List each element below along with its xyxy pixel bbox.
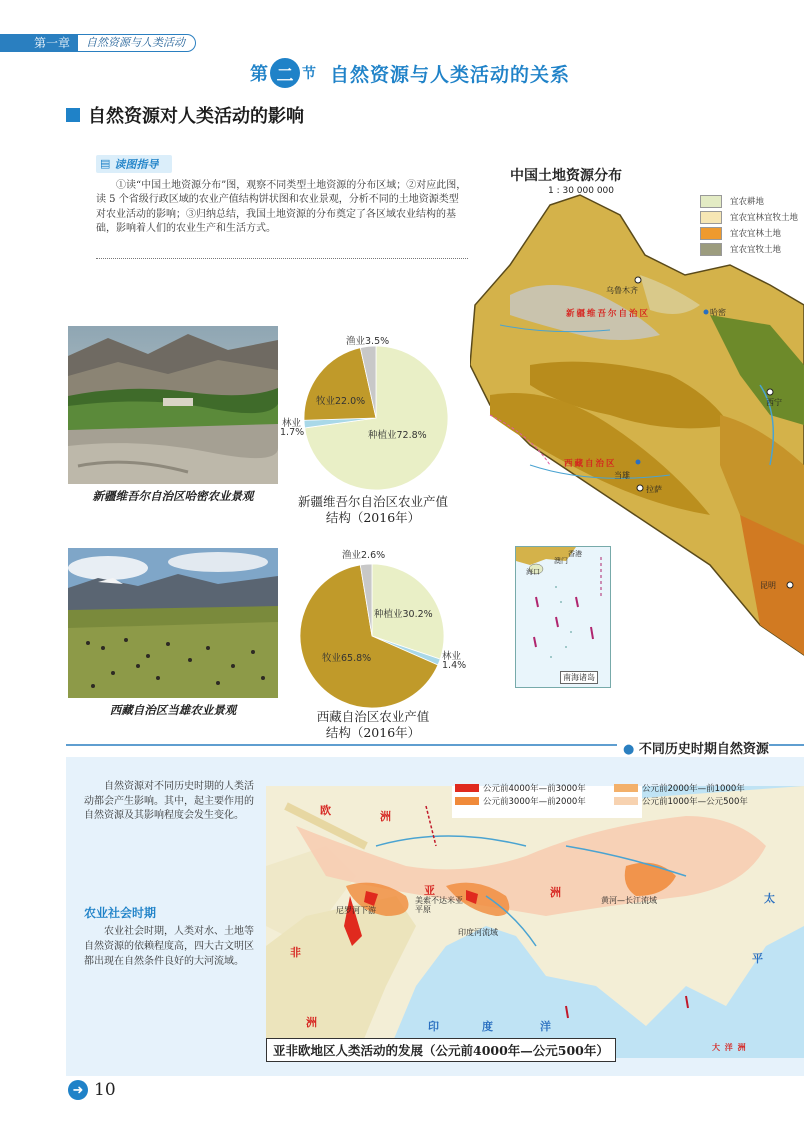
- inset-label-hk: 香港: [568, 550, 582, 558]
- hami-photo-caption: 新疆维吾尔自治区哈密农业景观: [92, 489, 254, 503]
- hist-label-nile: 尼罗河下游: [336, 906, 376, 915]
- inset-label-macau: 澳门: [554, 557, 568, 565]
- hist-label-africa2: 洲: [306, 1016, 319, 1029]
- pie2-label-forest: 林业: [442, 651, 462, 662]
- hist-label-oceania: 大 洋 洲: [712, 1043, 747, 1052]
- hist-label-pacific2: 平: [752, 952, 765, 965]
- bullet-dot-icon: ●: [623, 742, 635, 757]
- dangxiong-photo-caption: 西藏自治区当雄农业景观: [109, 703, 237, 717]
- section-main-title: 自然资源与人类活动的关系: [330, 63, 571, 86]
- pie1-title-line2: 结构（2016年）: [325, 510, 421, 525]
- pie2-label-forest-value: 1.4%: [442, 660, 467, 671]
- section-title: [250, 56, 570, 90]
- hist-legend-item: [614, 795, 748, 807]
- hami-photo: [68, 326, 278, 484]
- pie2-title-line2: 结构（2016年）: [325, 725, 421, 740]
- legend-label: 宜农耕地: [730, 197, 765, 207]
- pie1-label-forest: 林业: [282, 418, 302, 429]
- history-map-caption: 亚非欧地区人类活动的发展（公元前4000年—公元500年）: [266, 1038, 616, 1062]
- chapter-name: 自然资源与人类活动: [78, 34, 196, 52]
- hist-legend-swatch: [614, 797, 638, 805]
- pie2-title-line1: 西藏自治区农业产值: [316, 709, 430, 724]
- hist-legend-swatch: [614, 784, 638, 792]
- hist-label-indian1: 印: [428, 1020, 441, 1033]
- guide-tag: [96, 155, 172, 173]
- map-scale: 1 : 30 000 000: [548, 186, 615, 196]
- history-map: [266, 786, 804, 1058]
- section-suffix: 节: [302, 66, 316, 82]
- pie2-label-crop: 种植业30.2%: [374, 609, 433, 620]
- hist-legend-swatch: [455, 797, 479, 805]
- legend-label: 宜农宜牧土地: [730, 245, 782, 255]
- pie1-label-crop: 种植业72.8%: [368, 430, 427, 441]
- pie1-label-fish: 渔业3.5%: [346, 336, 390, 347]
- inset-title: 南海诸岛: [560, 671, 598, 684]
- hist-label-indian3: 洋: [540, 1020, 553, 1033]
- inset-label-hainan: 海口: [526, 568, 540, 576]
- hist-legend-item: [455, 782, 586, 794]
- history-intro: 自然资源对不同历史时期的人类活动都会产生影响。其中，起主要作用的自然资源及其影响程度会发生变化。: [84, 781, 254, 821]
- south-china-sea-inset: [515, 546, 611, 688]
- map-title: 中国土地资源分布: [510, 168, 622, 184]
- map-label-xinjiang: 新疆维吾尔自治区: [566, 309, 651, 319]
- legend-swatch: [700, 211, 722, 224]
- guide-divider: [96, 258, 468, 259]
- legend-swatch: [700, 227, 722, 240]
- legend-swatch: [700, 243, 722, 256]
- map-label-dangxiong: 当雄: [614, 471, 630, 480]
- pie1-label-forest-value: 1.7%: [280, 427, 305, 438]
- map-label-tibet: 西藏自治区: [564, 459, 617, 469]
- hist-label-europe2: 洲: [380, 810, 393, 823]
- hist-label-africa1: 非: [290, 946, 303, 959]
- hist-label-europe1: 欧: [320, 804, 333, 817]
- subsection-heading: [66, 102, 304, 128]
- subsection-heading-text: 自然资源对人类活动的影响: [88, 106, 304, 127]
- page-number: [68, 1080, 116, 1100]
- hist-legend-swatch: [455, 784, 479, 792]
- pie1-label-animal: 牧业22.0%: [316, 396, 366, 407]
- hist-legend-label: 公元前4000年—前3000年: [483, 784, 586, 794]
- legend-item: [700, 193, 798, 209]
- section-prefix: 第: [250, 64, 268, 85]
- chapter-number: 第一章: [0, 34, 78, 52]
- map-label-hami: 哈密: [710, 308, 726, 317]
- history-section-title: [617, 738, 769, 757]
- map-label-kunming: 昆明: [760, 581, 776, 590]
- agri-heading: 农业社会时期: [84, 906, 157, 920]
- legend-item: [700, 241, 798, 257]
- dangxiong-photo: [68, 548, 278, 698]
- guide-tag-label: 读图指导: [114, 157, 159, 171]
- history-section-title-text: 不同历史时期自然资源: [638, 742, 769, 757]
- chapter-tab: [0, 34, 196, 52]
- hist-label-indian2: 度: [482, 1020, 495, 1033]
- agri-text: 农业社会时期，人类对水、土地等自然资源的依赖程度高，四大古文明区都出现在自然条件良好的大河流域。: [84, 926, 254, 967]
- map-label-xining: 西宁: [766, 398, 782, 407]
- hist-label-meso: 美索不达米亚平原: [415, 896, 463, 914]
- heading-square-icon: [66, 108, 80, 122]
- legend-swatch: [700, 195, 722, 208]
- hist-label-asia1: 亚: [424, 884, 437, 897]
- legend-label: 宜农宜林宜牧土地: [730, 213, 799, 223]
- map-label-urumqi: 乌鲁木齐: [606, 286, 638, 295]
- map-label-lhasa: 拉萨: [646, 485, 662, 494]
- hist-legend-label: 公元前1000年—公元500年: [642, 797, 748, 807]
- legend-item: [700, 209, 798, 225]
- hist-legend-item: [614, 782, 745, 794]
- pie2-label-animal: 牧业65.8%: [322, 653, 372, 664]
- hist-legend-label: 公元前3000年—前2000年: [483, 797, 586, 807]
- page-number-text: 10: [94, 1080, 116, 1100]
- hist-label-pacific: 太: [764, 892, 777, 905]
- hist-label-yellow: 黄河—长江流域: [601, 896, 657, 905]
- xinjiang-pie-chart: [280, 332, 470, 492]
- hist-label-asia2: 洲: [550, 886, 563, 899]
- hist-label-indus: 印度河流域: [458, 928, 498, 937]
- reading-guide: [96, 152, 468, 237]
- tibet-pie-chart: [280, 552, 470, 712]
- pie2-label-fish: 渔业2.6%: [342, 550, 386, 561]
- section-number-badge: 二: [270, 58, 300, 88]
- guide-book-icon: ▤: [100, 157, 111, 170]
- hist-legend-label: 公元前2000年—前1000年: [642, 784, 745, 794]
- map-legend: [700, 193, 798, 257]
- legend-item: [700, 225, 798, 241]
- pie1-title-line1: 新疆维吾尔自治区农业产值: [297, 494, 448, 509]
- hist-legend-item: [455, 795, 586, 807]
- pie1-title: [278, 494, 468, 526]
- guide-text: ①读“中国土地资源分布”图，观察不同类型土地资源的分布区域；②对应此图，读 5 个省级行政区域的农业产值结构饼状图和农业景观，分析不同的土地资源类型对农业活动的影响；③归纳总结，我国土地资源的分布奠定了各区域农业结构的基础，影响着人们的农业生产和生活方式。: [96, 179, 467, 234]
- legend-label: 宜农宜林土地: [730, 229, 782, 239]
- page-arrow-icon: ➜: [68, 1080, 88, 1100]
- pie2-title: [278, 709, 468, 741]
